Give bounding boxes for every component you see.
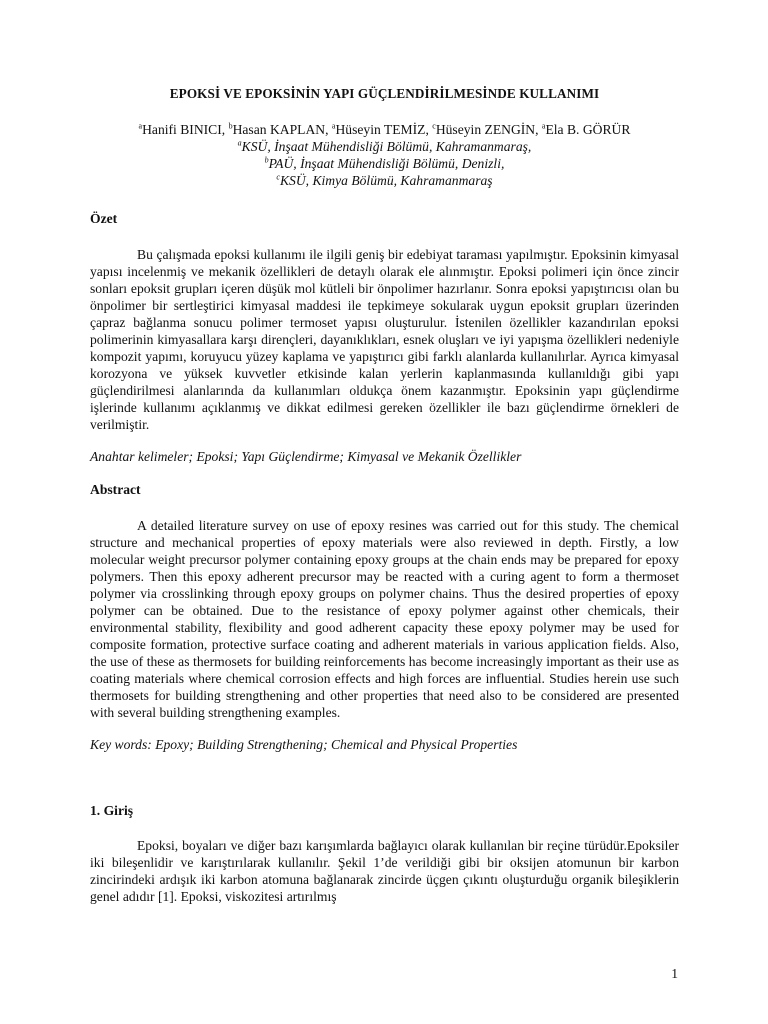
author-name: Hanifi BINICI,	[142, 122, 229, 137]
affiliation-line	[90, 138, 679, 155]
page-number: 1	[671, 966, 678, 981]
author-name: Ela B. GÖRÜR	[545, 122, 631, 137]
ozet-heading: Özet	[90, 211, 118, 226]
author-affiliation-mark: a	[331, 121, 336, 131]
author-name: Hüseyin TEMİZ,	[335, 122, 433, 137]
section-1-heading: 1. Giriş	[90, 803, 134, 818]
ozet-paragraph: Bu çalışmada epoksi kullanımı ile ilgili geniş bir edebiyat taraması yapılmıştır. Epoksinin kimyasal yapısı incelenmiş ve mekanik özellikleri de detaylı olarak ele alınmıştır. Epoksi polimeri için önce zincir sonları epoksit grupları içeren düşük mol kütleli bir önpolimer hazırlanır. Sonra epoksi yapıştırıcısı olan bu önpolimer bir sertleştirici kimyasal maddesi ile tepkimeye sokularak uygun epoksit grupları üzerinden çapraz bağlanma sonucu polimer termoset yapısı oluşturulur. İstenilen özellikler kazandırılan epoksi polimerinin kimyasallara karşı dirençleri, dayanıklıkları, esnek oluşları ve iyi yapışma özellikleri nedeniyle kompozit yapımı, koruyucu yüzey kaplama ve yapıştırıcı gibi farklı alanlarda kullanılırlar. Ayrıca kimyasal korozyona ve yüksek kuvvetler etkisinde kalan yerlerin kaplanmasında kullanıldığı gibi yapı güçlendirilmesi alanlarında da kullanımları oldukça önem kazanmıştır. Epoksinin yapı güçlendirme işlerinde kullanımı açıklanmış ve dikkat edilmesi gereken özellikler ile bazı güçlendirme örnekleri de verilmiştir.	[90, 247, 679, 432]
author-entry	[229, 122, 332, 137]
abstract-heading: Abstract	[90, 482, 141, 497]
author-name: Hasan KAPLAN,	[232, 122, 332, 137]
author-entry	[542, 122, 631, 137]
affiliation-text: KSÜ, İnşaat Mühendisliği Bölümü, Kahramanmaraş,	[241, 139, 532, 154]
author-name: Hüseyin ZENGİN,	[435, 122, 542, 137]
page-content	[90, 84, 679, 905]
author-list	[90, 122, 679, 138]
abstract-paragraph: A detailed literature survey on use of epoxy resines was carried out for this study. The chemical structure and mechanical properties of epoxy materials were also reviewed in depth. Firstly, a low molecular weight precursor polymer containing epoxy groups at the chain ends may be prepared for epoxy polymers. Then this epoxy adherent precursor may be reacted with a curing agent to form a thermoset polymer via crosslinking through epoxy groups on polymer chains. Thus the desired properties of epoxy polymer can be obtained. Due to the resistance of epoxy polymer against other chemicals, their environmental stability, flexibility and good adherent capacity these epoxy polymer may be used for composite formation, protective surface coating and adherent materials in various application fields. Also, the use of these as thermosets for building reinforcements has become increasingly important as their use as coating materials where chemical corrosion effects and high forces are influential. Studies herein use such thermosets for building strengthening and other properties that need also to be considered are presented with several building strengthening examples.	[90, 518, 679, 720]
section-1-paragraph: Epoksi, boyaları ve diğer bazı karışımlarda bağlayıcı olarak kullanılan bir reçine türüdür.Epoksiler iki bileşenlidir ve karıştırılarak kullanılır. Şekil 1’de verildiği gibi bir oksijen atomunun bir karbon zincirindeki ardışık iki karbon atomuna bağlanarak zincirde üçgen çıkıntı oluşturduğu organik bileşiklerin genel adıdır [1]. Epoksi, viskozitesi artırılmış	[90, 838, 679, 904]
key-words: Key words: Epoxy; Building Strengthening; Chemical and Physical Properties	[90, 737, 518, 752]
author-affiliation-mark: a	[138, 121, 143, 131]
affiliation-mark: c	[276, 172, 280, 182]
paper-title: EPOKSİ VE EPOKSİNİN YAPI GÜÇLENDİRİLMESİNDE KULLANIMI	[169, 86, 600, 101]
affiliation-line	[90, 155, 679, 172]
author-entry	[332, 122, 432, 137]
anahtar-kelimeler: Anahtar kelimeler; Epoksi; Yapı Güçlendirme; Kimyasal ve Mekanik Özellikler	[90, 449, 522, 464]
author-entry	[139, 122, 229, 137]
affiliation-text: KSÜ, Kimya Bölümü, Kahramanmaraş	[279, 173, 493, 188]
author-entry	[432, 122, 542, 137]
author-affiliation-mark: a	[541, 121, 546, 131]
author-affiliation-mark: c	[432, 121, 436, 131]
affiliation-text: PAÜ, İnşaat Mühendisliği Bölümü, Denizli,	[268, 156, 505, 171]
author-affiliation-mark: b	[228, 121, 233, 131]
affiliation-line	[90, 172, 679, 189]
affiliation-mark: a	[237, 138, 242, 148]
affiliation-mark: b	[264, 155, 269, 165]
